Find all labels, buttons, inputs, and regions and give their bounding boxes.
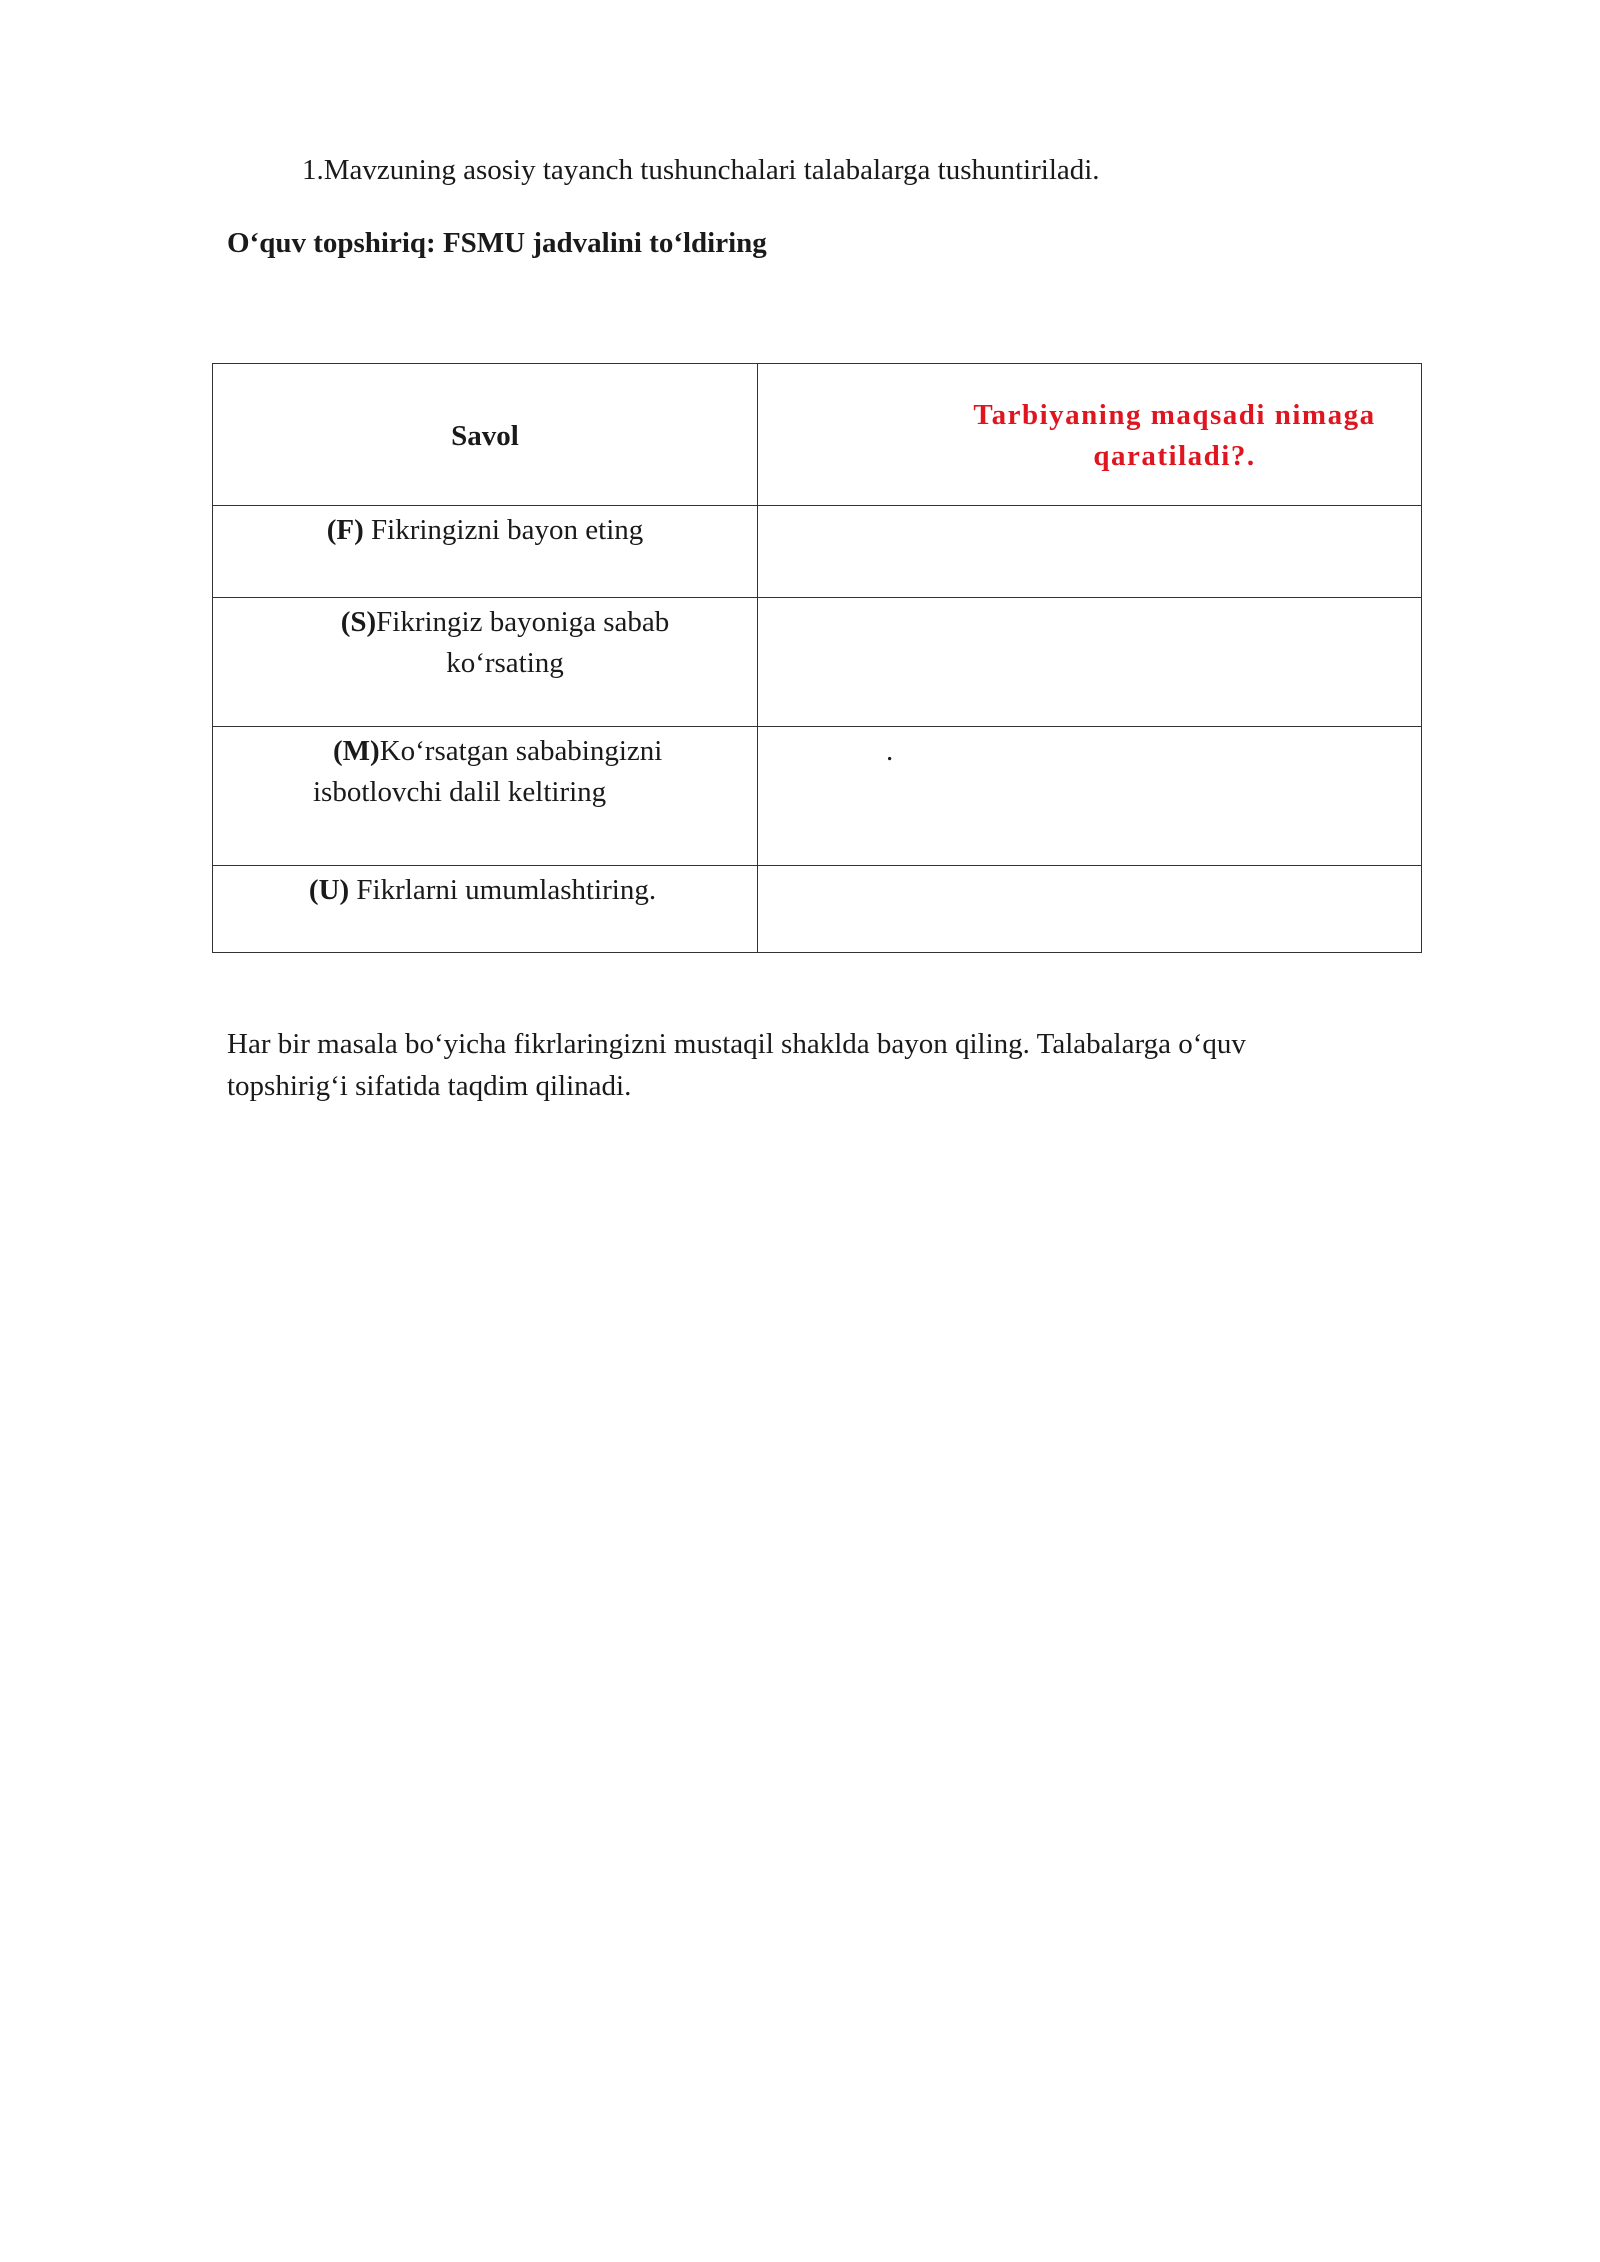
header-question-cell xyxy=(213,364,758,506)
answer-cell-f[interactable] xyxy=(758,506,1422,598)
footer-paragraph xyxy=(227,1023,1427,1107)
row-key-f: (F) xyxy=(326,514,364,546)
answer-cell-u[interactable] xyxy=(758,866,1422,953)
table-row-s xyxy=(213,598,1422,727)
question-cell-s xyxy=(213,598,758,727)
fsmu-table xyxy=(212,363,1422,953)
header-answer-line1: Tarbiyaning maqsadi nimaga xyxy=(973,398,1376,431)
header-answer-line2: qaratiladi?. xyxy=(1093,439,1256,472)
header-question-label: Savol xyxy=(451,420,519,452)
table-header-row xyxy=(213,364,1422,506)
question-cell-m xyxy=(213,727,758,866)
footer-line2: topshirig‘i sifatida taqdim qilinadi. xyxy=(227,1070,632,1102)
row-text-f: Fikringizni bayon eting xyxy=(363,514,644,546)
row-key-m: (M) xyxy=(333,735,380,767)
table-row-u xyxy=(213,866,1422,953)
row-text-s-line1: Fikringiz bayoniga sabab xyxy=(376,606,670,638)
task-title: O‘quv topshiriq: FSMU jadvalini to‘ldiring xyxy=(227,227,767,259)
table-row-m xyxy=(213,727,1422,866)
header-answer-cell xyxy=(758,364,1422,506)
question-cell-u xyxy=(213,866,758,953)
answer-cell-m[interactable] xyxy=(758,727,1422,866)
intro-paragraph: 1.Mavzuning asosiy tayanch tushunchalari talabalarga tushuntiriladi. xyxy=(302,154,1100,186)
answer-text-m: . xyxy=(886,735,894,767)
row-text-s-line2: ko‘rsating xyxy=(446,647,564,679)
row-text-m-line2: isbotlovchi dalil keltiring xyxy=(313,776,607,808)
footer-line1: Har bir masala bo‘yicha fikrlaringizni mustaqil shaklda bayon qiling. Talabalarga o‘quv xyxy=(227,1028,1246,1060)
row-key-u: (U) xyxy=(308,874,350,906)
question-cell-f xyxy=(213,506,758,598)
row-key-s: (S) xyxy=(340,606,377,638)
row-text-u: Fikrlarni umumlashtiring. xyxy=(349,874,657,906)
answer-cell-s[interactable] xyxy=(758,598,1422,727)
row-text-m-line1: Ko‘rsatgan sababingizni xyxy=(379,735,663,767)
table-row-f xyxy=(213,506,1422,598)
